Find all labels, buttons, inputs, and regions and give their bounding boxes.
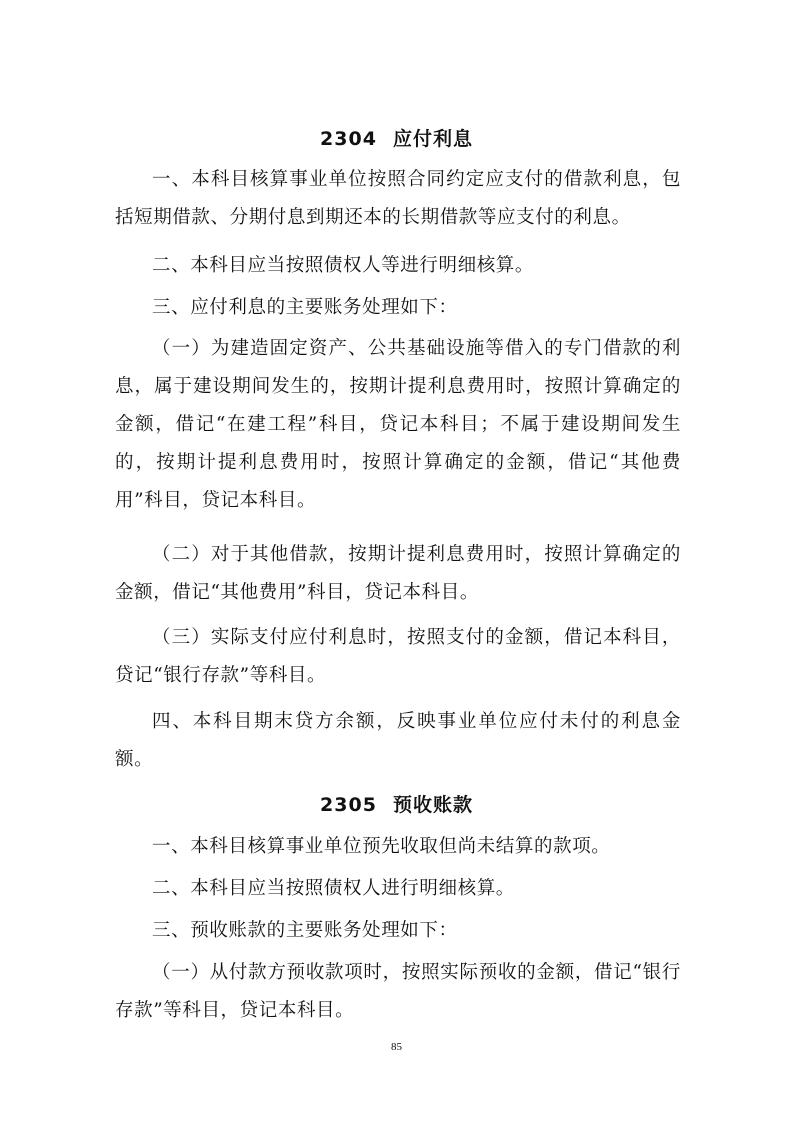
section-heading-2305 — [0, 790, 793, 817]
paragraph: 二、本科目应当按照债权人等进行明细核算。 — [152, 255, 535, 276]
section-heading-2304 — [0, 124, 793, 151]
section-title: 应付利息 — [392, 128, 473, 150]
paragraph: （一）从付款方预收款项时，按照实际预收的金额，借记“银行存款”等科目，贷记本科目。 — [115, 962, 681, 1021]
section-code: 2305 — [320, 794, 377, 816]
paragraph: 二、本科目应当按照债权人进行明细核算。 — [152, 878, 515, 899]
paragraph: 四、本科目期末贷方余额，反映事业单位应付未付的利息金额。 — [115, 711, 681, 770]
paragraph: 一、本科目核算事业单位预先收取但尚未结算的款项。 — [152, 836, 611, 857]
section-code: 2304 — [320, 128, 377, 150]
page-number: 85 — [391, 1041, 402, 1053]
paragraph: 三、应付利息的主要账务处理如下： — [152, 297, 458, 318]
paragraph: 三、预收账款的主要账务处理如下： — [152, 920, 458, 941]
section-title: 预收账款 — [392, 794, 473, 816]
paragraph: （一）为建造固定资产、公共基础设施等借入的专门借款的利息，属于建设期间发生的，按期计提利息费用时，按照计算确定的金额，借记“在建工程”科目，贷记本科目；不属于建设期间发生的，按期计提利息费用时，按照计算确定的金额，借记“其他费用”科目，贷记本科目。 — [115, 338, 681, 511]
paragraph: （三）实际支付应付利息时，按照支付的金额，借记本科目，贷记“银行存款”等科目。 — [115, 627, 681, 686]
paragraph: 一、本科目核算事业单位按照合同约定应支付的借款利息，包括短期借款、分期付息到期还本的长期借款等应支付的利息。 — [115, 169, 681, 228]
paragraph: （二）对于其他借款，按期计提利息费用时，按照计算确定的金额，借记“其他费用”科目，贷记本科目。 — [115, 544, 681, 603]
